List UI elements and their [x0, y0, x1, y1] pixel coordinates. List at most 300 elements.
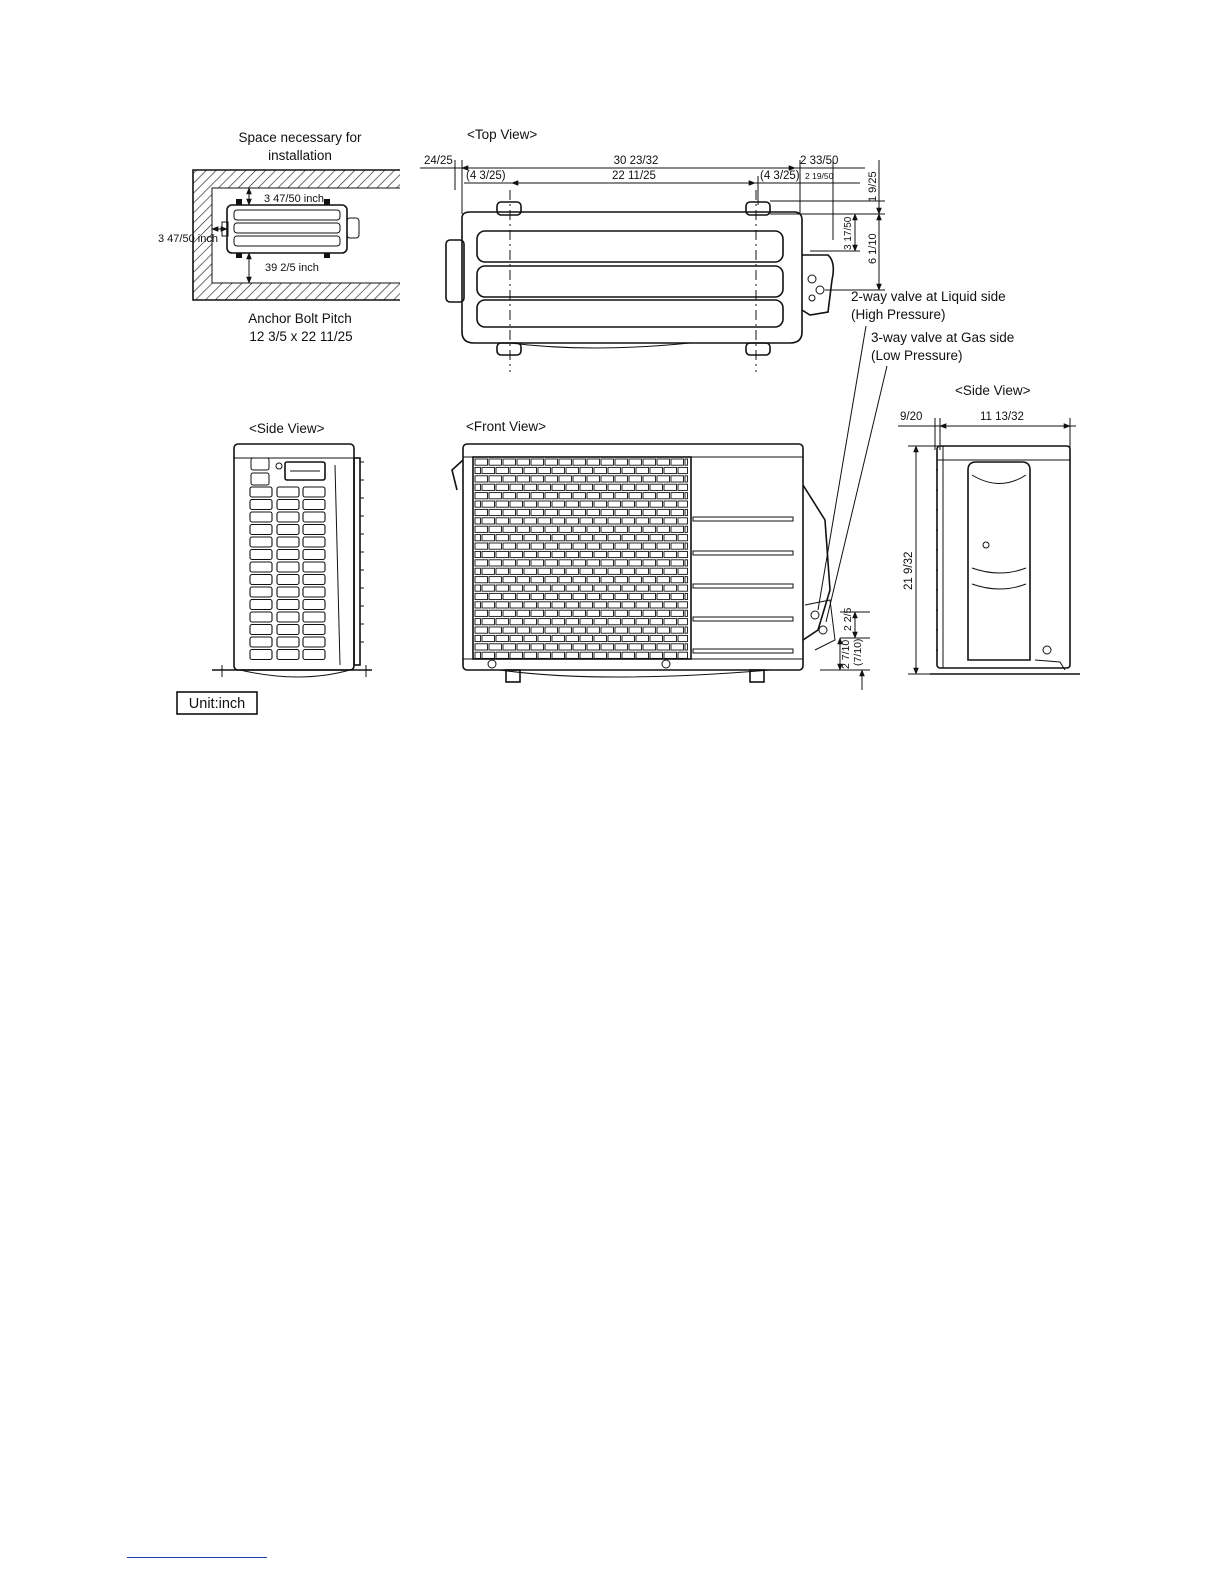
- grille-cell: [538, 619, 551, 625]
- grille-cell: [552, 501, 565, 507]
- grille-cell: [601, 560, 614, 566]
- grille-cell: [503, 610, 516, 616]
- grille-cell: [510, 467, 523, 473]
- grille-cell: [524, 635, 537, 641]
- grille-slot: [277, 500, 299, 510]
- grille-cell: [671, 627, 684, 633]
- grille-cell: [629, 577, 642, 583]
- grille-cell: [482, 518, 495, 524]
- grille-cell: [573, 560, 586, 566]
- grille-cell: [615, 459, 628, 465]
- side-view-left: [212, 421, 372, 677]
- grille-cell: [482, 568, 495, 574]
- grille-slot: [277, 612, 299, 622]
- unit-label-box: [177, 692, 257, 714]
- grille-cell: [475, 551, 481, 557]
- grille-cell: [636, 484, 649, 490]
- top-dim-valve-small: 2 19/50: [805, 171, 834, 181]
- grille-cell: [475, 493, 488, 499]
- grille-cell: [580, 585, 593, 591]
- grille-cell: [517, 459, 530, 465]
- grille-cell: [664, 484, 677, 490]
- grille-cell: [671, 560, 684, 566]
- grille-cell: [531, 476, 544, 482]
- grille-cell: [636, 535, 649, 541]
- grille-cell: [678, 484, 688, 490]
- grille-cell: [475, 610, 488, 616]
- grille-slot: [277, 600, 299, 610]
- grille-cell: [615, 627, 628, 633]
- grille-cell: [475, 518, 481, 524]
- grille-cell: [573, 644, 586, 650]
- grille-cell: [559, 459, 572, 465]
- grille-slot: [277, 650, 299, 660]
- grille-cell: [657, 627, 670, 633]
- grille-cell: [629, 644, 642, 650]
- grille-cell: [573, 543, 586, 549]
- grille-cell: [545, 644, 558, 650]
- grille-cell: [587, 593, 600, 599]
- grille-cell: [531, 526, 544, 532]
- grille-cell: [482, 467, 495, 473]
- grille-cell: [678, 585, 688, 591]
- grille-cell: [559, 493, 572, 499]
- grille-cell: [475, 501, 481, 507]
- grille-cell: [517, 560, 530, 566]
- grille-cell: [587, 459, 600, 465]
- liquid-valve-line2: (High Pressure): [851, 307, 946, 322]
- grille-cell: [685, 459, 688, 465]
- grille-cell: [566, 585, 579, 591]
- grille-cell: [657, 577, 670, 583]
- grille-cell: [552, 484, 565, 490]
- grille-cell: [643, 577, 656, 583]
- grille-cell: [566, 602, 579, 608]
- grille-cell: [643, 493, 656, 499]
- grille-cell: [545, 526, 558, 532]
- grille-cell: [496, 652, 509, 658]
- grille-cell: [524, 585, 537, 591]
- grille-cell: [650, 484, 663, 490]
- grille-cell: [664, 501, 677, 507]
- grille-cell: [489, 526, 502, 532]
- grille-cell: [524, 484, 537, 490]
- grille-slot: [303, 550, 325, 560]
- unit-label: Unit:inch: [188, 696, 246, 712]
- grille-cell: [678, 535, 688, 541]
- grille-cell: [503, 627, 516, 633]
- grille-cell: [678, 568, 688, 574]
- grille-cell: [510, 484, 523, 490]
- grille-cell: [517, 610, 530, 616]
- grille-cell: [489, 627, 502, 633]
- grille-cell: [517, 493, 530, 499]
- grille-cell: [678, 652, 688, 658]
- grille-cell: [531, 644, 544, 650]
- grille-cell: [496, 635, 509, 641]
- top-dim-overall: 30 23/32: [613, 155, 659, 167]
- grille-cell: [559, 543, 572, 549]
- grille-cell: [615, 509, 628, 515]
- top-dim-depth-valve: 6 1/10: [867, 233, 879, 264]
- grille-cell: [475, 577, 488, 583]
- grille-cell: [531, 459, 544, 465]
- grille-cell: [510, 535, 523, 541]
- anchor-bolt-title: Anchor Bolt Pitch: [248, 311, 352, 326]
- grille-cell: [657, 543, 670, 549]
- grille-cell: [678, 619, 688, 625]
- grille-cell: [622, 518, 635, 524]
- grille-cell: [608, 535, 621, 541]
- grille-cell: [496, 551, 509, 557]
- grille-cell: [664, 467, 677, 473]
- grille-cell: [601, 627, 614, 633]
- grille-cell: [573, 509, 586, 515]
- grille-cell: [566, 635, 579, 641]
- grille-cell: [482, 652, 495, 658]
- grille-cell: [594, 585, 607, 591]
- grille-cell: [531, 560, 544, 566]
- grille-cell: [608, 467, 621, 473]
- grille-cell: [671, 543, 684, 549]
- grille-cell: [538, 652, 551, 658]
- gas-valve-line2: (Low Pressure): [871, 348, 963, 363]
- grille-cell: [482, 635, 495, 641]
- grille-cell: [685, 577, 688, 583]
- grille-cell: [531, 593, 544, 599]
- grille-cell: [475, 593, 488, 599]
- grille-cell: [573, 526, 586, 532]
- grille-cell: [566, 568, 579, 574]
- grille-cell: [608, 501, 621, 507]
- grille-cell: [622, 467, 635, 473]
- grille-cell: [524, 619, 537, 625]
- grille-cell: [475, 509, 488, 515]
- grille-cell: [524, 501, 537, 507]
- grille-slot: [250, 612, 272, 622]
- grille-cell: [629, 459, 642, 465]
- grille-cell: [545, 610, 558, 616]
- grille-slot: [277, 625, 299, 635]
- grille-cell: [594, 467, 607, 473]
- grille-cell: [524, 652, 537, 658]
- footer-rule: [127, 1557, 267, 1558]
- grille-cell: [496, 467, 509, 473]
- grille-slot: [250, 537, 272, 547]
- grille-cell: [503, 644, 516, 650]
- grille-cell: [475, 652, 481, 658]
- grille-cell: [538, 518, 551, 524]
- grille-cell: [594, 568, 607, 574]
- grille-cell: [517, 543, 530, 549]
- grille-cell: [650, 518, 663, 524]
- grille-cell: [636, 652, 649, 658]
- grille-cell: [594, 652, 607, 658]
- grille-cell: [587, 526, 600, 532]
- grille-cell: [636, 501, 649, 507]
- grille-slot: [303, 637, 325, 647]
- grille-cell: [573, 577, 586, 583]
- grille-cell: [636, 585, 649, 591]
- grille-cell: [475, 543, 488, 549]
- grille-cell: [664, 518, 677, 524]
- grille-cell: [657, 560, 670, 566]
- grille-cell: [503, 593, 516, 599]
- grille-cell: [608, 568, 621, 574]
- grille-cell: [594, 635, 607, 641]
- grille-cell: [587, 493, 600, 499]
- grille-cell: [622, 484, 635, 490]
- grille-cell: [475, 602, 481, 608]
- grille-cell: [650, 635, 663, 641]
- side-grille: [250, 487, 325, 660]
- grille-cell: [552, 585, 565, 591]
- grille-cell: [594, 518, 607, 524]
- grille-slot: [303, 537, 325, 547]
- top-dim-bolt-pitch: 22 11/25: [612, 170, 656, 182]
- right-dim-offset: 9/20: [900, 411, 923, 423]
- grille-cell: [671, 593, 684, 599]
- install-clear-bottom: 39 2/5 inch: [265, 262, 319, 274]
- grille-cell: [545, 476, 558, 482]
- grille-slot: [250, 562, 272, 572]
- grille-cell: [475, 526, 488, 532]
- grille-cell: [580, 467, 593, 473]
- grille-cell: [580, 635, 593, 641]
- grille-cell: [685, 493, 688, 499]
- grille-cell: [538, 551, 551, 557]
- grille-cell: [580, 619, 593, 625]
- grille-cell: [643, 610, 656, 616]
- install-title-line2: installation: [268, 148, 332, 163]
- top-view: [420, 127, 885, 372]
- grille-cell: [538, 585, 551, 591]
- grille-cell: [657, 476, 670, 482]
- grille-cell: [636, 568, 649, 574]
- grille-cell: [601, 543, 614, 549]
- grille-cell: [545, 493, 558, 499]
- grille-slot: [277, 487, 299, 497]
- grille-slot: [250, 600, 272, 610]
- right-dim-height: 21 9/32: [903, 551, 915, 590]
- grille-cell: [489, 543, 502, 549]
- grille-cell: [552, 467, 565, 473]
- grille-cell: [629, 526, 642, 532]
- grille-cell: [615, 560, 628, 566]
- grille-cell: [615, 476, 628, 482]
- grille-cell: [643, 627, 656, 633]
- grille-cell: [559, 560, 572, 566]
- grille-slot: [250, 525, 272, 535]
- grille-cell: [566, 518, 579, 524]
- grille-cell: [475, 560, 488, 566]
- grille-cell: [622, 535, 635, 541]
- grille-cell: [685, 509, 688, 515]
- grille-cell: [650, 467, 663, 473]
- grille-cell: [650, 652, 663, 658]
- grille-cell: [629, 543, 642, 549]
- grille-cell: [517, 627, 530, 633]
- grille-cell: [664, 535, 677, 541]
- grille-cell: [496, 484, 509, 490]
- grille-cell: [496, 602, 509, 608]
- grille-cell: [531, 627, 544, 633]
- grille-slot: [277, 525, 299, 535]
- grille-cell: [657, 644, 670, 650]
- grille-cell: [608, 635, 621, 641]
- grille-cell: [580, 551, 593, 557]
- side-view-right: [898, 383, 1080, 674]
- grille-cell: [580, 535, 593, 541]
- installation-space-diagram: [158, 130, 400, 344]
- grille-cell: [622, 652, 635, 658]
- grille-cell: [503, 577, 516, 583]
- grille-cell: [475, 585, 481, 591]
- grille-cell: [629, 509, 642, 515]
- grille-slot: [250, 650, 272, 660]
- grille-cell: [601, 593, 614, 599]
- grille-cell: [594, 501, 607, 507]
- grille-slot: [303, 650, 325, 660]
- grille-cell: [629, 610, 642, 616]
- grille-cell: [538, 484, 551, 490]
- grille-cell: [510, 501, 523, 507]
- grille-cell: [636, 551, 649, 557]
- grille-cell: [636, 619, 649, 625]
- grille-cell: [559, 577, 572, 583]
- grille-slot: [277, 637, 299, 647]
- install-unit-outline: [222, 199, 359, 258]
- grille-cell: [482, 501, 495, 507]
- grille-cell: [566, 467, 579, 473]
- grille-cell: [552, 602, 565, 608]
- grille-cell: [650, 585, 663, 591]
- grille-cell: [503, 526, 516, 532]
- grille-cell: [510, 635, 523, 641]
- grille-cell: [608, 585, 621, 591]
- grille-cell: [538, 535, 551, 541]
- grille-cell: [643, 560, 656, 566]
- grille-cell: [503, 476, 516, 482]
- grille-slot: [303, 487, 325, 497]
- grille-slot: [303, 625, 325, 635]
- grille-cell: [657, 459, 670, 465]
- grille-cell: [643, 543, 656, 549]
- grille-cell: [552, 518, 565, 524]
- grille-cell: [671, 526, 684, 532]
- grille-slot: [250, 575, 272, 585]
- grille-cell: [475, 644, 488, 650]
- grille-cell: [657, 610, 670, 616]
- grille-cell: [559, 644, 572, 650]
- grille-cell: [671, 459, 684, 465]
- grille-cell: [489, 610, 502, 616]
- grille-cell: [622, 635, 635, 641]
- grille-cell: [552, 652, 565, 658]
- grille-cell: [622, 501, 635, 507]
- grille-cell: [580, 602, 593, 608]
- grille-cell: [594, 484, 607, 490]
- anchor-bolts: [497, 202, 770, 355]
- grille-cell: [601, 644, 614, 650]
- grille-cell: [601, 526, 614, 532]
- grille-slot: [250, 500, 272, 510]
- grille-cell: [622, 619, 635, 625]
- grille-slot: [303, 562, 325, 572]
- grille-cell: [601, 493, 614, 499]
- grille-slot: [303, 600, 325, 610]
- grille-cell: [671, 509, 684, 515]
- grille-cell: [587, 577, 600, 583]
- grille-cell: [503, 459, 516, 465]
- grille-cell: [524, 535, 537, 541]
- grille-cell: [685, 526, 688, 532]
- grille-cell: [475, 484, 481, 490]
- grille-cell: [524, 551, 537, 557]
- grille-cell: [685, 543, 688, 549]
- front-dim-a: 2 7/10: [840, 639, 852, 669]
- grille-cell: [566, 501, 579, 507]
- grille-cell: [678, 518, 688, 524]
- grille-cell: [643, 459, 656, 465]
- grille-cell: [489, 593, 502, 599]
- grille-cell: [517, 509, 530, 515]
- grille-cell: [475, 627, 488, 633]
- right-dim-depth: 11 13/32: [980, 411, 1024, 423]
- grille-cell: [629, 627, 642, 633]
- grille-cell: [650, 568, 663, 574]
- top-dim-valve-depth: 3 17/50: [843, 216, 854, 250]
- front-panel-slats: [693, 517, 793, 653]
- grille-cell: [517, 526, 530, 532]
- grille-cell: [552, 619, 565, 625]
- grille-cell: [559, 476, 572, 482]
- grille-cell: [538, 602, 551, 608]
- grille-cell: [475, 635, 481, 641]
- grille-cell: [615, 610, 628, 616]
- grille-cell: [482, 484, 495, 490]
- grille-slot: [277, 587, 299, 597]
- grille-cell: [545, 577, 558, 583]
- grille-cell: [671, 610, 684, 616]
- grille-cell: [601, 577, 614, 583]
- grille-cell: [629, 476, 642, 482]
- grille-cell: [475, 476, 488, 482]
- grille-cell: [657, 493, 670, 499]
- grille-cell: [475, 619, 481, 625]
- grille-cell: [510, 551, 523, 557]
- grille-cell: [650, 551, 663, 557]
- grille-slot: [250, 550, 272, 560]
- grille-cell: [685, 560, 688, 566]
- grille-cell: [629, 493, 642, 499]
- grille-cell: [552, 551, 565, 557]
- grille-cell: [580, 568, 593, 574]
- grille-cell: [573, 459, 586, 465]
- grille-cell: [615, 644, 628, 650]
- grille-cell: [664, 585, 677, 591]
- top-dim-right-pitch: (4 3/25): [760, 170, 800, 182]
- grille-cell: [482, 602, 495, 608]
- grille-cell: [643, 526, 656, 532]
- grille-slot: [277, 575, 299, 585]
- grille-cell: [489, 644, 502, 650]
- side-view-right-label: <Side View>: [955, 383, 1031, 398]
- grille-cell: [517, 476, 530, 482]
- grille-cell: [657, 526, 670, 532]
- grille-slot: [303, 587, 325, 597]
- install-title-line1: Space necessary for: [238, 130, 362, 145]
